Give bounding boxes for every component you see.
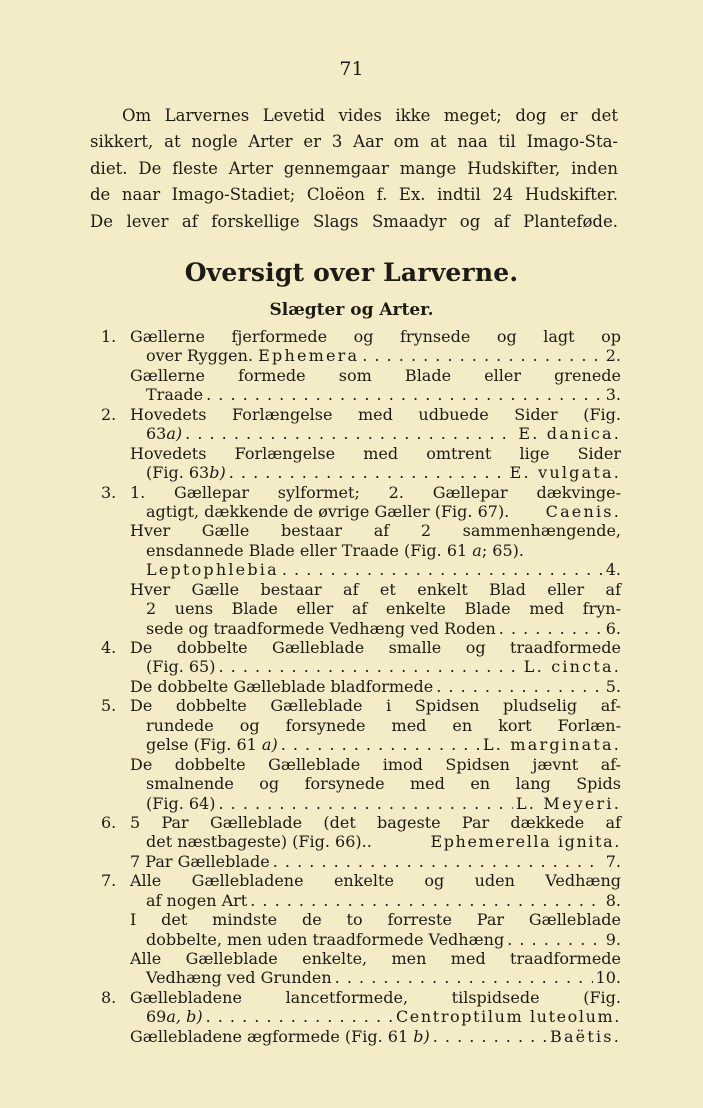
key-result: 6. bbox=[605, 618, 621, 638]
key-result: 9. bbox=[605, 929, 621, 949]
key-line bbox=[101, 444, 621, 463]
key-lead bbox=[146, 930, 621, 949]
key-line bbox=[101, 930, 621, 949]
key-line bbox=[101, 755, 621, 774]
key-line bbox=[101, 949, 621, 968]
key-text: (Fig. 64) bbox=[146, 793, 216, 813]
key-number: 1. bbox=[101, 327, 117, 346]
key-lead bbox=[146, 560, 621, 579]
key-line bbox=[101, 599, 621, 618]
key-number: 6. bbox=[101, 812, 117, 832]
key-line bbox=[101, 560, 621, 579]
key-result: 7. bbox=[605, 851, 621, 871]
key-lead bbox=[130, 852, 621, 871]
key-result: 4. bbox=[605, 560, 621, 580]
key-text: Gællebladene lancetformede, tilspidsede (Fig. bbox=[130, 987, 621, 1007]
dot-leader bbox=[335, 968, 593, 987]
key-text: Gællerne formede som Blade eller grenede bbox=[130, 365, 621, 385]
key-result: 2. bbox=[605, 346, 621, 366]
species-name: L. marginata. bbox=[482, 735, 621, 755]
key-line bbox=[101, 657, 621, 676]
key-text: agtigt, dækkende de øvrige Gæller (Fig. 67). bbox=[146, 501, 510, 521]
key-lead bbox=[146, 463, 621, 482]
key-text: 2 uens Blade eller af enkelte Blade med fryn- bbox=[146, 599, 621, 619]
key-line bbox=[101, 1007, 621, 1026]
key-line bbox=[101, 483, 621, 502]
key-line bbox=[101, 871, 621, 890]
key-lead bbox=[146, 424, 621, 443]
key-lead bbox=[130, 1027, 621, 1046]
page-number: 71 bbox=[339, 58, 364, 80]
section-heading: Oversigt over Larverne. bbox=[184, 258, 519, 287]
key-result: 8. bbox=[605, 890, 621, 910]
key-result: 3. bbox=[605, 385, 621, 405]
key-text: (Fig. 63b) bbox=[146, 463, 226, 483]
key-line bbox=[101, 852, 621, 871]
dot-leader bbox=[250, 891, 603, 910]
key-line bbox=[101, 968, 621, 987]
dot-leader bbox=[185, 424, 515, 443]
key-line bbox=[101, 424, 621, 443]
dot-leader bbox=[218, 657, 520, 676]
key-line bbox=[101, 619, 621, 638]
key-line bbox=[101, 832, 621, 851]
key-lead bbox=[146, 735, 621, 754]
section-subheading: Slægter og Arter. bbox=[269, 300, 434, 320]
key-text: gelse (Fig. 61 a) bbox=[146, 735, 278, 755]
key-lead bbox=[146, 619, 621, 638]
dot-leader bbox=[507, 930, 603, 949]
key-number: 5. bbox=[101, 696, 117, 716]
dot-leader bbox=[218, 794, 513, 813]
key-line bbox=[101, 366, 621, 385]
intro-line: sikkert, at nogle Arter er 3 Aar om at naa til Imago-Sta- bbox=[90, 132, 618, 152]
key-line bbox=[101, 910, 621, 929]
key-lead bbox=[146, 502, 621, 521]
key-text: 63a) bbox=[146, 424, 183, 444]
key-line bbox=[101, 774, 621, 793]
key-text: I det mindste de to forreste Par Gælleblade bbox=[130, 910, 621, 930]
key-line bbox=[101, 463, 621, 482]
key-number: 8. bbox=[101, 987, 117, 1007]
key-text: Hver Gælle bestaar af et enkelt Blad eller af bbox=[130, 579, 621, 599]
key-text: ensdannede Blade eller Traade (Fig. 61 a; 65). bbox=[146, 540, 524, 560]
key-text: sede og traadformede Vedhæng ved Roden bbox=[146, 618, 496, 638]
key-text: Vedhæng ved Grunden bbox=[146, 968, 332, 988]
key-number: 3. bbox=[101, 482, 117, 502]
key-text: af nogen Art bbox=[146, 890, 248, 910]
intro-line: Om Larvernes Levetid vides ikke meget; dog er det bbox=[122, 106, 618, 125]
key-line bbox=[101, 677, 621, 696]
key-lead bbox=[146, 1007, 621, 1026]
identification-key bbox=[101, 327, 621, 1046]
key-text: Gællebladene ægformede (Fig. 61 b) bbox=[130, 1026, 430, 1046]
key-line bbox=[101, 1027, 621, 1046]
key-number: 4. bbox=[101, 638, 117, 657]
key-text: 69a, b) bbox=[146, 1007, 203, 1027]
key-line bbox=[101, 580, 621, 599]
key-text: De dobbelte Gælleblade i Spidsen pludselig af- bbox=[130, 696, 621, 716]
genus-name: Baëtis. bbox=[549, 1026, 621, 1046]
key-line bbox=[101, 696, 621, 715]
key-text: De dobbelte Gælleblade imod Spidsen jævnt af- bbox=[130, 754, 621, 774]
intro-line: de naar Imago-Stadiet; Cloëon f. Ex. indtil 24 Hudskifter. bbox=[90, 185, 618, 205]
dot-leader bbox=[273, 852, 603, 871]
key-lead bbox=[146, 657, 621, 676]
key-text: 7 Par Gælleblade bbox=[130, 851, 270, 871]
key-text: Hver Gælle bestaar af 2 sammenhængende, bbox=[130, 521, 621, 541]
key-lead bbox=[130, 677, 621, 696]
dot-leader bbox=[281, 735, 480, 754]
key-text: over Ryggen. bbox=[146, 346, 254, 366]
key-result: 10. bbox=[595, 968, 621, 988]
key-lead bbox=[146, 968, 621, 987]
key-text: De dobbelte Gælleblade smalle og traadformede bbox=[130, 638, 621, 657]
intro-line: diet. De fleste Arter gennemgaar mange Hudskifter, inden bbox=[90, 158, 618, 178]
dot-leader bbox=[499, 619, 603, 638]
key-line bbox=[101, 988, 621, 1007]
key-text: Gællerne fjerformede og frynsede og lagt op bbox=[130, 327, 621, 346]
key-line bbox=[101, 521, 621, 540]
key-lead bbox=[146, 385, 621, 404]
genus-name: Caenis. bbox=[545, 501, 621, 521]
key-text: smalnende og forsynede med en lang Spids bbox=[146, 774, 621, 794]
dot-leader bbox=[433, 1027, 547, 1046]
key-line bbox=[101, 891, 621, 910]
key-text: Alle Gællebladene enkelte og uden Vedhæng bbox=[130, 871, 621, 891]
key-number: 7. bbox=[101, 871, 117, 891]
key-line bbox=[101, 502, 621, 521]
intro-paragraph bbox=[90, 103, 618, 235]
key-text: det næstbageste) (Fig. 66).. bbox=[146, 832, 372, 852]
species-name: L. cincta. bbox=[523, 657, 621, 677]
key-lead bbox=[146, 891, 621, 910]
key-number: 2. bbox=[101, 404, 117, 424]
key-line bbox=[101, 716, 621, 735]
key-lead bbox=[146, 832, 621, 851]
key-text: 5 Par Gælleblade (det bageste Par dækkede af bbox=[130, 812, 621, 832]
key-text: rundede og forsynede med en kort Forlæn- bbox=[146, 715, 621, 735]
key-text: Traade bbox=[146, 385, 204, 405]
dot-leader bbox=[206, 385, 603, 404]
species-name: E. vulgata. bbox=[509, 463, 621, 483]
key-text: 1. Gællepar sylformet; 2. Gællepar dækvinge- bbox=[130, 482, 621, 502]
key-result: 5. bbox=[605, 676, 621, 696]
key-line bbox=[101, 638, 621, 657]
key-text: Alle Gælleblade enkelte, men med traadformede bbox=[130, 949, 621, 968]
key-line bbox=[101, 327, 621, 346]
key-line bbox=[101, 346, 621, 365]
key-lead bbox=[146, 346, 621, 365]
key-line bbox=[101, 813, 621, 832]
dot-leader bbox=[436, 677, 603, 696]
dot-leader bbox=[362, 346, 602, 365]
key-text: De dobbelte Gælleblade bladformede bbox=[130, 676, 434, 696]
dot-leader bbox=[229, 463, 507, 482]
dot-leader bbox=[206, 1007, 393, 1026]
key-line bbox=[101, 405, 621, 424]
key-text: Hovedets Forlængelse med omtrent lige Sider bbox=[130, 443, 621, 463]
key-text: dobbelte, men uden traadformede Vedhæng bbox=[146, 929, 505, 949]
key-lead bbox=[146, 794, 621, 813]
key-text: Hovedets Forlængelse med udbuede Sider (Fig. bbox=[130, 404, 621, 424]
species-name: Ephemerella ignita. bbox=[430, 832, 621, 852]
key-line bbox=[101, 541, 621, 560]
species-name: E. danica. bbox=[518, 424, 621, 444]
key-text: (Fig. 65) bbox=[146, 657, 216, 677]
key-line bbox=[101, 385, 621, 404]
species-name: L. Meyeri. bbox=[515, 793, 621, 813]
genus-name: Ephemera bbox=[258, 346, 360, 366]
key-line bbox=[101, 794, 621, 813]
genus-name: Leptophlebia bbox=[146, 560, 279, 580]
intro-line: De lever af forskellige Slags Smaadyr og af Plantefødе. bbox=[90, 211, 618, 231]
key-line bbox=[101, 735, 621, 754]
species-name: Centroptilum luteolum. bbox=[395, 1007, 621, 1027]
dot-leader bbox=[282, 560, 603, 579]
